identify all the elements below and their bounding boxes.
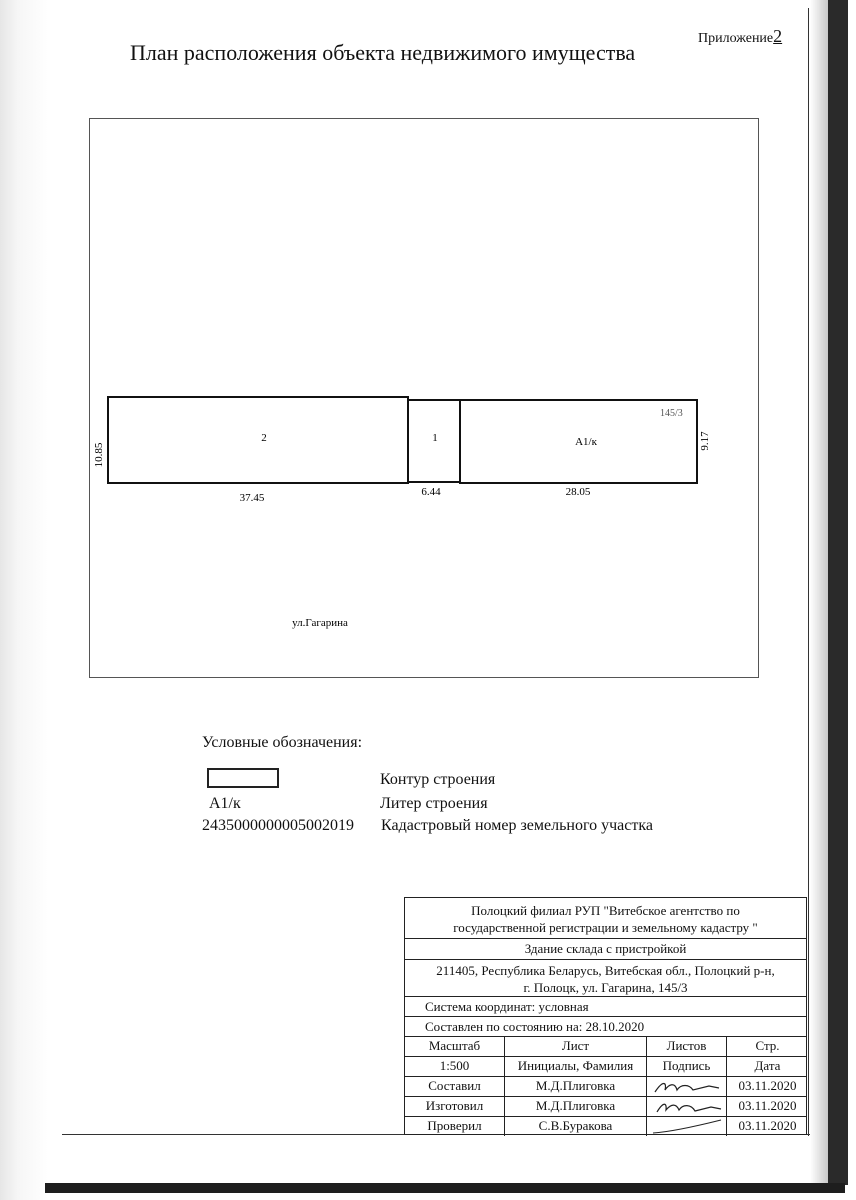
stamp-address-line1: 211405, Республика Беларусь, Витебская обл., Полоцкий р-н, xyxy=(436,963,775,978)
stamp-role: Изготовил xyxy=(405,1097,505,1116)
scan-edge-bottom xyxy=(45,1183,845,1193)
stamp-signature xyxy=(647,1097,727,1116)
dimension-left-height: 10.85 xyxy=(93,442,105,468)
stamp-h2-signature: Подпись xyxy=(647,1057,727,1076)
stamp-address xyxy=(405,960,806,997)
stamp-signature xyxy=(647,1077,727,1096)
legend-liter-code: А1/к xyxy=(209,795,241,812)
site-plan xyxy=(90,119,758,677)
legend-cadastral-code: 2435000000005002019 xyxy=(202,817,354,834)
stamp-scale-value: 1:500 xyxy=(405,1057,505,1076)
signature-icon xyxy=(649,1078,725,1096)
stamp-address-line2: г. Полоцк, ул. Гагарина, 145/3 xyxy=(523,980,688,995)
dimension-width-building-a1k: 28.05 xyxy=(565,486,591,498)
stamp-row-compiled xyxy=(405,1077,806,1097)
stamp-h1-sheet: Лист xyxy=(505,1037,647,1056)
legend-contour-swatch xyxy=(207,768,279,788)
plan-frame xyxy=(89,118,759,678)
legend-cadastral-text: Кадастровый номер земельного участка xyxy=(381,817,653,834)
appendix-label xyxy=(698,26,782,47)
scan-shadow-left xyxy=(0,0,48,1200)
parcel-number-label: 145/3 xyxy=(660,408,683,419)
stamp-org-line2: государственной регистрации и земельному кадастру " xyxy=(453,920,758,935)
title-block xyxy=(404,897,807,1135)
stamp-role: Составил xyxy=(405,1077,505,1096)
page-border-right xyxy=(808,8,809,1136)
street-label: ул.Гагарина xyxy=(292,617,348,629)
stamp-signature xyxy=(647,1117,727,1136)
stamp-coord-system: Система координат: условная xyxy=(405,997,806,1017)
stamp-h1-sheets: Листов xyxy=(647,1037,727,1056)
building-a1k-label: А1/к xyxy=(575,436,597,448)
stamp-h2-name: Инициалы, Фамилия xyxy=(505,1057,647,1076)
building-2-contour xyxy=(108,397,408,483)
stamp-organization xyxy=(405,898,806,939)
page-title: План расположения объекта недвижимого имущества xyxy=(130,40,636,65)
building-1-label: 1 xyxy=(432,432,438,444)
legend-contour-text: Контур строения xyxy=(380,771,496,788)
stamp-person: М.Д.Плиговка xyxy=(505,1097,647,1116)
stamp-compiled-state: Составлен по состоянию на: 28.10.2020 xyxy=(405,1017,806,1037)
stamp-h1-scale: Масштаб xyxy=(405,1037,505,1056)
signature-icon xyxy=(649,1098,725,1116)
stamp-header-row-2 xyxy=(405,1057,806,1077)
scan-shadow-right xyxy=(810,0,828,1185)
scan-edge-right xyxy=(828,0,848,1185)
stamp-person: С.В.Буракова xyxy=(505,1117,647,1136)
stamp-row-produced xyxy=(405,1097,806,1117)
dimension-width-building-2: 37.45 xyxy=(239,492,265,504)
stamp-date: 03.11.2020 xyxy=(738,1118,797,1133)
stamp-h2-date: Дата xyxy=(754,1058,781,1073)
appendix-text: Приложение xyxy=(698,31,774,46)
legend-title: Условные обозначения: xyxy=(202,734,363,751)
building-2-label: 2 xyxy=(261,432,267,444)
stamp-org-line1: Полоцкий филиал РУП "Витебское агентство по xyxy=(471,903,740,918)
stamp-h1-page: Стр. xyxy=(755,1038,780,1053)
stamp-row-checked xyxy=(405,1117,806,1136)
dimension-width-building-1: 6.44 xyxy=(421,486,441,498)
appendix-number: 2 xyxy=(773,26,783,46)
stamp-person: М.Д.Плиговка xyxy=(505,1077,647,1096)
stamp-role: Проверил xyxy=(405,1117,505,1136)
dimension-right-height: 9.17 xyxy=(699,431,711,451)
signature-icon xyxy=(649,1118,725,1136)
legend-liter-text: Литер строения xyxy=(380,795,488,812)
stamp-object: Здание склада с пристройкой xyxy=(405,939,806,960)
stamp-date: 03.11.2020 xyxy=(738,1098,797,1113)
stamp-header-row-1 xyxy=(405,1037,806,1057)
stamp-date: 03.11.2020 xyxy=(738,1078,797,1093)
